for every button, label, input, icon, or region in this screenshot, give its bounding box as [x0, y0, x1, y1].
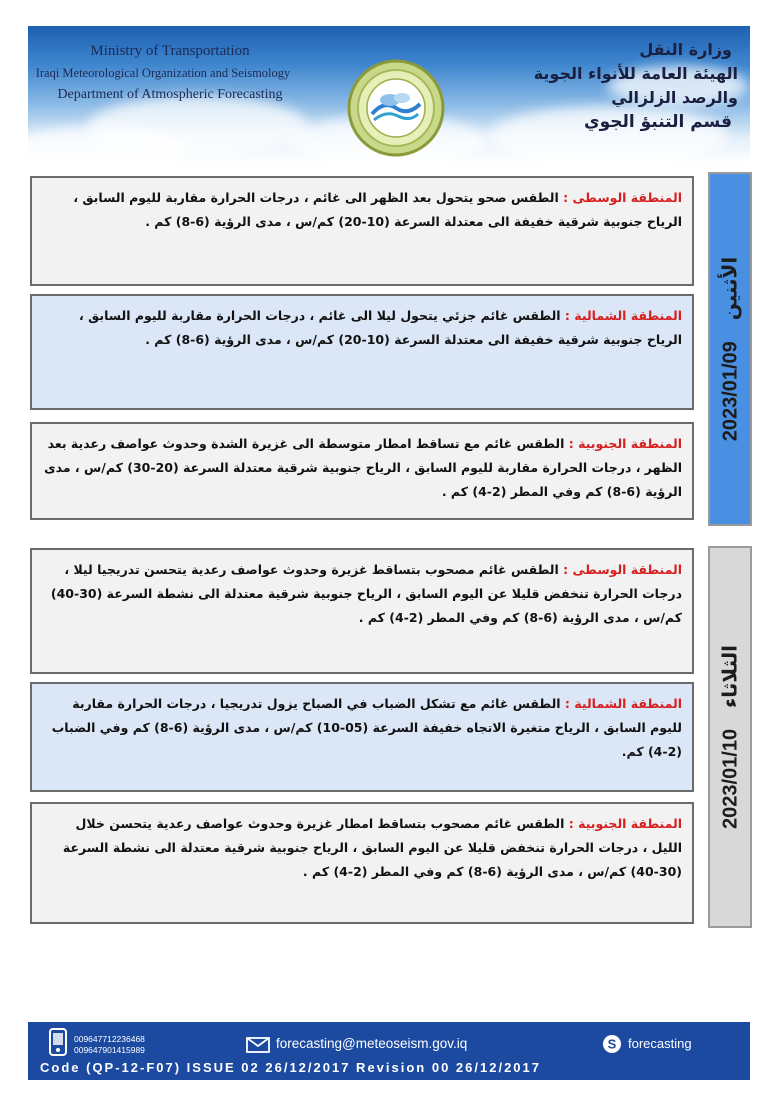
region-name: المنطقة الشمالية :	[564, 308, 682, 323]
svg-text:S: S	[607, 1036, 617, 1052]
header-organization: Iraqi Meteorological Organization and Seismology	[35, 66, 291, 80]
region-name: المنطقة الجنوبية :	[568, 436, 682, 451]
header-ministry: Ministry of Transportation	[90, 43, 250, 59]
organization-logo-icon	[346, 58, 446, 158]
day1-name: الأثنين	[717, 256, 742, 321]
phone-icon	[48, 1028, 68, 1056]
phone-number-1: 009647712236468	[74, 1034, 145, 1044]
header-ministry-ar: وزارة النقل	[639, 40, 732, 59]
region-forecast: الطقس غائم مصحوب بتساقط غزيرة وحدوث عواصف رعدية يتحسن تدريجيا ليلا ، درجات الحرارة تنخفض قليلا عن اليوم السابق ، الرياح جنوبية شرقية معتدلة الى نشطة السرعة (30-40) كم/س ، مدى الرؤية (6-8) كم وفي المطر (2-4) كم .	[50, 562, 682, 625]
region-forecast: الطقس غائم جزئي يتحول ليلا الى غائم ، درجات الحرارة مقاربة لليوم السابق ، الرياح جنوبية شرقية خفيفة الى معتدلة السرعة (10-20) كم/س ، مدى الرؤية (6-8) كم .	[79, 308, 682, 347]
forecast-card-day1-north	[30, 294, 694, 410]
region-name: المنطقة الوسطى :	[563, 562, 682, 577]
region-forecast: الطقس غائم مع تساقط امطار متوسطة الى غزيرة الشدة وحدوث عواصف رعدية بعد الظهر ، درجات الحرارة مقاربة لليوم السابق ، الرياح جنوبية شرقية معتدلة السرعة (20-30) كم/س ، مدى الرؤية (6-8) كم وفي المطر (2-4) كم .	[44, 436, 682, 499]
forecast-card-day2-central	[30, 548, 694, 674]
header-department: Department of Atmospheric Forecasting	[57, 87, 283, 102]
day2-date: 2023/01/10	[719, 728, 742, 829]
header-organization-ar: الهيئة العامة للأنواء الجوية والرصد الزلزالي	[533, 64, 738, 107]
page-header	[28, 26, 750, 164]
forecast-card-day1-south	[30, 422, 694, 520]
document-code: Code (QP-12-F07) ISSUE 02 26/12/2017 Revision 00 26/12/2017	[40, 1060, 541, 1075]
skype-icon	[602, 1034, 622, 1054]
skype-handle: forecasting	[628, 1036, 692, 1051]
forecast-text	[32, 424, 692, 504]
contact-email[interactable]: forecasting@meteoseism.gov.iq	[276, 1036, 468, 1051]
phone-number-2: 009647901415989	[74, 1045, 145, 1055]
region-name: المنطقة الشمالية :	[564, 696, 682, 711]
phone-numbers	[74, 1034, 145, 1056]
forecast-text	[32, 550, 692, 630]
day1-label	[718, 257, 743, 442]
header-arabic	[478, 38, 738, 134]
region-forecast: الطقس صحو يتحول بعد الظهر الى غائم ، درجات الحرارة مقاربة لليوم السابق ، الرياح جنوبية شرقية خفيفة الى معتدلة السرعة (10-20) كم/س ، مدى الرؤية (6-8) كم .	[73, 190, 682, 229]
day2-label	[718, 645, 743, 829]
forecast-text	[32, 684, 692, 764]
day2-name: الثلاثاء	[717, 645, 742, 708]
header-english	[35, 40, 300, 106]
day1-sidebar	[708, 172, 752, 526]
region-forecast: الطقس غائم مصحوب بتساقط امطار غزيرة وحدوث عواصف رعدية يتحسن خلال الليل ، درجات الحرارة تنخفض قليلا عن اليوم السابق ، الرياح جنوبية شرقية معتدلة الى نشطة السرعة (30-40) كم/س ، مدى الرؤية (6-8) كم وفي المطر (2-4) كم .	[62, 816, 682, 879]
forecast-text	[32, 178, 692, 234]
day1-date: 2023/01/09	[719, 341, 742, 442]
forecast-text	[32, 804, 692, 884]
forecast-text	[32, 296, 692, 352]
forecast-card-day2-north	[30, 682, 694, 792]
forecast-card-day1-central	[30, 176, 694, 286]
region-forecast: الطقس غائم مع تشكل الضباب في الصباح يزول تدريجيا ، درجات الحرارة مقاربة لليوم السابق ، الرياح متغيرة الاتجاه خفيفة السرعة (05-10) كم/س ، مدى الرؤية (6-8) كم وفي الضباب (2-4) كم.	[51, 696, 682, 759]
forecast-card-day2-south	[30, 802, 694, 924]
day2-sidebar	[708, 546, 752, 928]
mail-icon	[246, 1037, 270, 1053]
page-footer	[28, 1022, 750, 1080]
header-department-ar: قسم التنبؤ الجوي	[584, 112, 732, 132]
region-name: المنطقة الجنوبية :	[568, 816, 682, 831]
region-name: المنطقة الوسطى :	[563, 190, 682, 205]
